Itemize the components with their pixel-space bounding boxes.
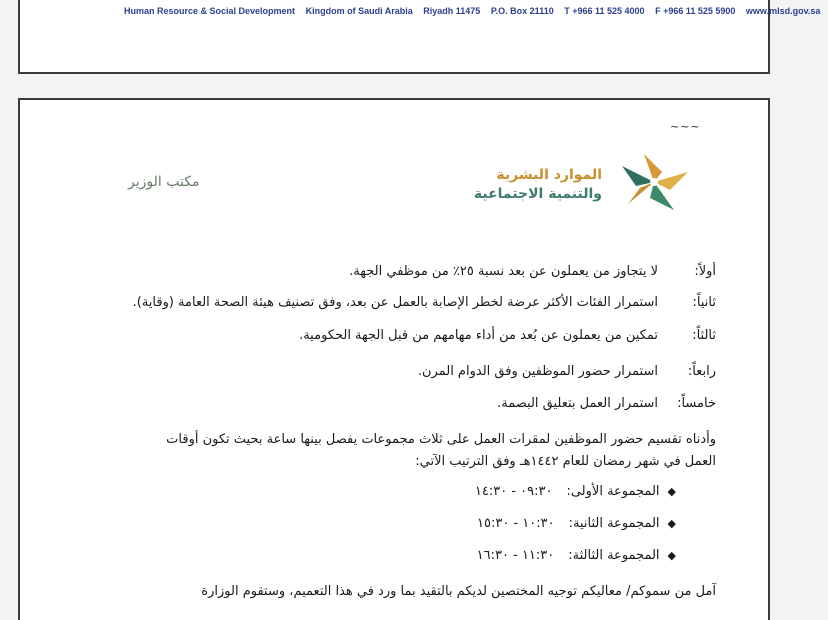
minister-office-label: مكتب الوزير: [128, 174, 200, 190]
point-label: ثانياً:: [692, 295, 716, 310]
letterhead-footer: [124, 6, 828, 16]
footer-organization: Human Resource & Social Development: [124, 6, 296, 16]
footer-website: www.mlsd.gov.sa: [745, 6, 821, 16]
paragraph-text: وأدناه تقسيم حضور الموظفين لمقرات العمل على ثلاث مجموعات يفصل بينها ساعة بحيث تكون أوقات: [166, 432, 716, 447]
letter-body: [40, 264, 716, 604]
bullet-icon: ◆: [667, 485, 676, 498]
point-2: [133, 295, 716, 310]
group-name: المجموعة الثالثة:: [568, 548, 660, 563]
closing-line: [201, 584, 716, 599]
point-text: استمرار الفئات الأكثر عرضة لخطر الإصابة بالعمل عن بعد، وفق تصنيف هيئة الصحة العامة (وقاية).: [132, 295, 658, 310]
footer-country: Kingdom of Saudi Arabia: [305, 6, 413, 16]
footer-telephone: T +966 11 525 4000: [564, 6, 645, 16]
group-2: [477, 516, 676, 531]
logo-line-2: والتنمية الاجتماعية: [473, 186, 602, 202]
group-time: ٠٩:٣٠ - ١٤:٣٠: [474, 484, 553, 499]
logo-line-1: الموارد البشرية: [496, 167, 602, 183]
paragraph-line-2: [415, 454, 716, 469]
group-time: ١٠:٣٠ - ١٥:٣٠: [477, 516, 555, 531]
point-3: [299, 328, 716, 343]
footer-fax: F +966 11 525 5900: [655, 6, 736, 16]
point-label: أولاً:: [694, 264, 716, 279]
group-3: [477, 548, 676, 563]
point-text: تمكين من يعملون عن بُعد من أداء مهامهم من قبل الجهة الحكومية.: [299, 328, 658, 343]
footer-city: Riyadh 11475: [423, 6, 481, 16]
group-time: ١١:٣٠ - ١٦:٣٠: [476, 548, 555, 563]
point-label: رابعاً:: [687, 364, 716, 379]
footer-po-box: P.O. Box 21110: [490, 6, 554, 16]
group-1: [475, 484, 676, 499]
bullet-icon: ◆: [667, 549, 676, 562]
ministry-logo-text: [474, 166, 602, 204]
point-text: استمرار حضور الموظفين وفق الدوام المرن.: [417, 364, 658, 379]
paragraph-text: العمل في شهر رمضان للعام ١٤٤٢هـ وفق الترتيب الآتي:: [415, 454, 716, 469]
ministry-logo-icon: [614, 152, 694, 214]
point-text: استمرار العمل بتعليق البصمة.: [497, 396, 658, 411]
point-5: [497, 396, 716, 411]
point-text: لا يتجاوز من يعملون عن بعد نسبة ٢٥٪ من موظفي الجهة.: [349, 264, 658, 279]
handwritten-mark: ~~~: [670, 120, 701, 133]
point-label: خامساً:: [677, 396, 716, 411]
group-name: المجموعة الثانية:: [568, 516, 660, 531]
point-1: [349, 264, 716, 279]
closing-text: آمل من سموكم/ معاليكم توجيه المختصين لديكم بالتقيد بما ورد في هذا التعميم، وستقوم الوزارة: [201, 584, 716, 599]
paragraph-line-1: [166, 432, 716, 447]
group-name: المجموعة الأولى:: [566, 484, 660, 499]
point-4: [418, 364, 716, 379]
previous-page: [18, 0, 821, 74]
point-label: ثالثاً:: [692, 328, 716, 343]
bullet-icon: ◆: [667, 517, 676, 530]
